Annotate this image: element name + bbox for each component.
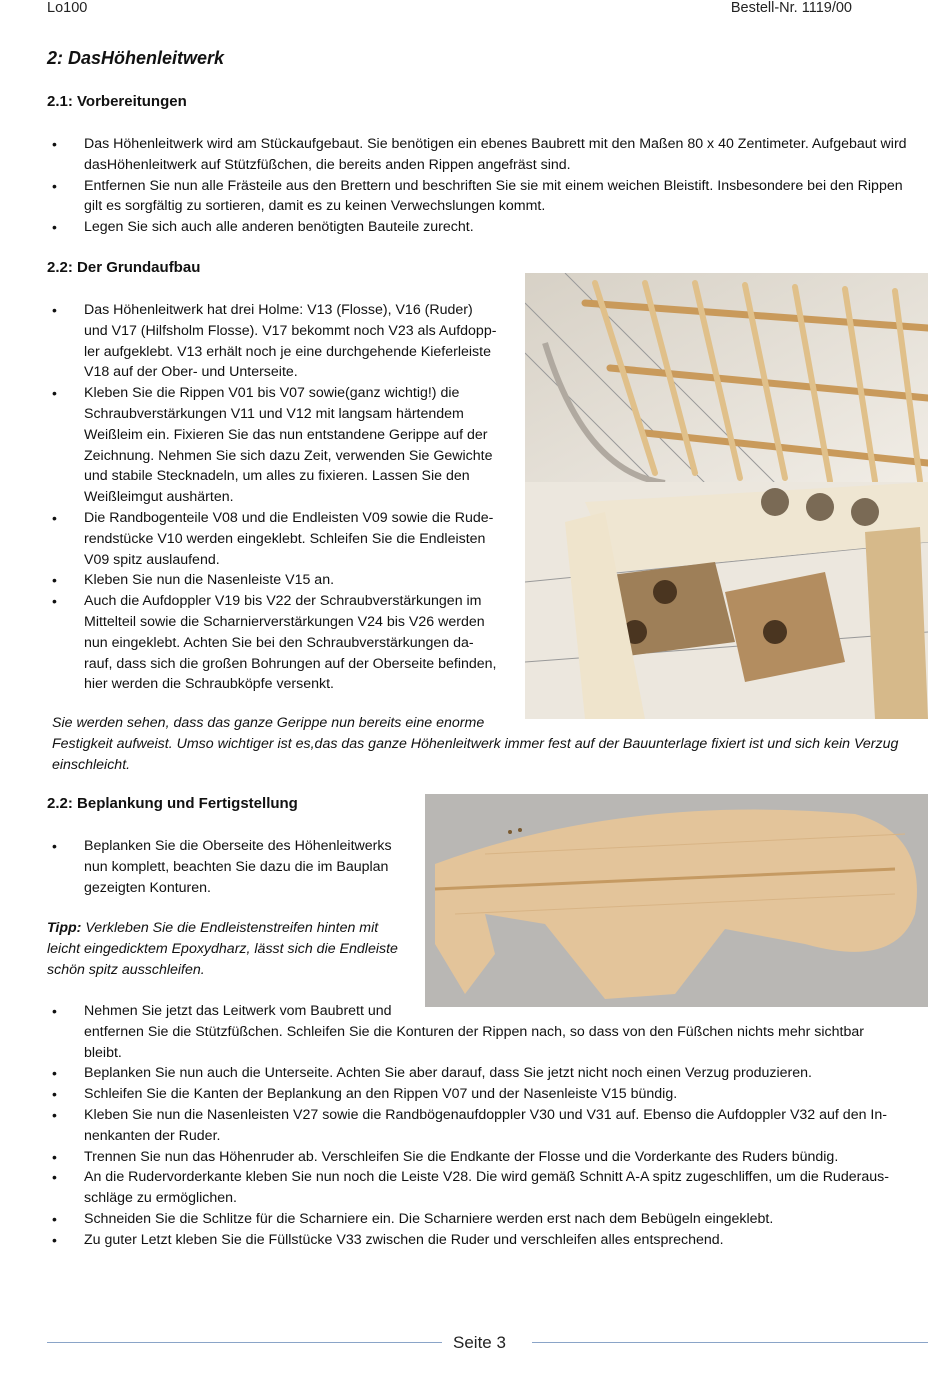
list-item (47, 1167, 922, 1209)
bullet-icon: • (52, 385, 57, 402)
finishing-list (47, 1001, 922, 1251)
list-item (47, 1105, 922, 1147)
header-right: Bestell-Nr. 1119/00 (730, 0, 852, 16)
list-item-line: gilt es sorgfältig zu sortieren, damit es zu keinen Verwechslungen kommt. (84, 198, 546, 215)
list-item (47, 217, 937, 238)
text-line: Festigkeit aufweist. Umso wichtiger ist es,das das ganze Höhenleitwerk immer fest auf der Bauunterlage fixiert ist und sich kein Verzug (52, 735, 899, 752)
header-left: Lo100 (47, 0, 88, 16)
list-item-line: nun komplett, beachten Sie dazu die im Bauplan (84, 858, 389, 875)
preparation-list (47, 134, 937, 238)
list-item-line: Kleben Sie nun die Nasenleiste V15 an. (84, 572, 335, 589)
list-item (47, 134, 937, 176)
list-item (47, 1209, 922, 1230)
bullet-icon: • (52, 1086, 57, 1103)
list-item (47, 508, 527, 570)
page-number: Seite 3 (453, 1333, 506, 1352)
subsection-title-basic-build: 2.2: Der Grundaufbau (47, 259, 201, 276)
list-item-line: und stabile Stecknadeln, um alles zu fixieren. Lassen Sie den (84, 468, 470, 485)
bullet-icon: • (52, 1065, 57, 1082)
list-item-line: nenkanten der Ruder. (84, 1127, 221, 1144)
list-item-line: V18 auf der Ober- und Unterseite. (84, 364, 298, 381)
bullet-icon: • (52, 1169, 57, 1186)
text-line: leicht eingedicktem Epoxydharz, lässt sich die Endleiste (47, 940, 398, 957)
basic-build-list (47, 300, 527, 695)
list-item-line: rendstücke V10 werden eingeklebt. Schleifen Sie die Endleisten (84, 530, 486, 547)
list-item-line: Legen Sie sich auch alle anderen benötigten Bauteile zurecht. (84, 219, 474, 236)
list-item (47, 1063, 922, 1084)
list-item (47, 300, 527, 383)
bullet-icon: • (52, 593, 57, 610)
list-item-line: Schneiden Sie die Schlitze für die Scharniere ein. Die Scharniere werden erst nach dem Bebügeln eingeklebt. (84, 1210, 774, 1227)
tip-paragraph (47, 918, 427, 980)
list-item-line: Das Höhenleitwerk hat drei Holme: V13 (Flosse), V16 (Ruder) (84, 302, 473, 318)
list-item-line: Das Höhenleitwerk wird am Stückaufgebaut. Sie benötigen ein ebenes Baubrett mit den Maßen 80 x 40 Zentimeter. Aufgebaut wird (84, 136, 907, 152)
tip-label: Tipp: (47, 920, 82, 936)
list-item-line: Schraubverstärkungen V11 und V12 mit langsam härtendem (84, 405, 464, 422)
bullet-icon: • (52, 1231, 57, 1248)
list-item-line: V09 spitz auslaufend. (84, 551, 220, 568)
bullet-icon: • (52, 219, 57, 236)
photo-screw-reinforcements (525, 482, 928, 719)
list-item (47, 591, 527, 695)
list-item-line: Weißleimgut aushärten. (84, 489, 234, 506)
list-item-line: Nehmen Sie jetzt das Leitwerk vom Baubrett und (84, 1003, 392, 1019)
list-item-line: Trennen Sie nun das Höhenruder ab. Verschleifen Sie die Endkante der Flosse und die Vorderkante des Ruders bündig. (84, 1148, 839, 1165)
list-item (47, 1084, 922, 1105)
subsection-title-preparations: 2.1: Vorbereitungen (47, 93, 187, 110)
list-item-line: gezeigten Konturen. (84, 879, 211, 896)
bullet-icon: • (52, 572, 57, 589)
list-item-line: rauf, dass sich die großen Bohrungen auf der Oberseite befinden, (84, 655, 497, 672)
list-item-line: Beplanken Sie die Oberseite des Höhenleitwerks (84, 838, 392, 854)
list-item-line: Mittelteil sowie die Scharnierverstärkungen V24 bis V26 werden (84, 613, 485, 630)
subsection-title-planking: 2.2: Beplankung und Fertigstellung (47, 795, 298, 812)
list-item (47, 1147, 922, 1168)
list-item-line: Kleben Sie nun die Nasenleisten V27 sowie die Randbögenaufdoppler V30 und V31 auf. Ebenso die Aufdoppler V32 auf den In- (84, 1106, 887, 1123)
list-item-line: Schleifen Sie die Kanten der Beplankung an den Rippen V07 und der Nasenleiste V15 bündig. (84, 1086, 678, 1103)
bullet-icon: • (52, 1210, 57, 1227)
bullet-icon: • (52, 136, 57, 152)
bullet-icon: • (52, 1106, 57, 1123)
list-item-line: An die Rudervorderkante kleben Sie nun noch die Leiste V28. Die wird gemäß Schnitt A-A spitz zugeschliffen, um die Ruderaus- (84, 1169, 889, 1186)
list-item-line: und V17 (Hilfsholm Flosse). V17 bekommt noch V23 als Aufdopp- (84, 322, 497, 339)
photo-planked-stabilizer (425, 794, 928, 1007)
list-item (47, 383, 527, 508)
list-item-line: hier werden die Schraubköpfe versenkt. (84, 676, 334, 693)
photo-rib-framework (525, 273, 928, 483)
list-item-line: schläge zu ermöglichen. (84, 1190, 237, 1207)
planking-list-top (47, 836, 427, 898)
list-item-line: Auch die Aufdoppler V19 bis V22 der Schraubverstärkungen im (84, 593, 482, 610)
list-item-line: dasHöhenleitwerk auf Stützfüßchen, die bereits anden Rippen angefräst sind. (84, 156, 571, 173)
list-item-line: nun eingeklebt. Achten Sie bei den Schraubverstärkungen da- (84, 634, 474, 651)
list-item-line: Weißleim ein. Fixieren Sie das nun entstandene Gerippe auf der (84, 426, 488, 443)
footer-line-left (47, 1342, 442, 1343)
section-title: 2: DasHöhenleitwerk (47, 48, 225, 68)
footer-line-right (532, 1342, 928, 1343)
bullet-icon: • (52, 1003, 57, 1019)
tip-text (47, 920, 398, 978)
framework-note (52, 713, 932, 775)
bullet-icon: • (52, 1148, 57, 1165)
bullet-icon: • (52, 302, 57, 318)
list-item (47, 836, 427, 898)
bullet-icon: • (52, 177, 57, 194)
list-item-line: entfernen Sie die Stützfüßchen. Schleifen Sie die Konturen der Rippen nach, so dass von den Füßchen nichts mehr sichtbar (84, 1023, 864, 1040)
bullet-icon: • (52, 838, 57, 854)
list-item-line: ler aufgeklebt. V13 erhält noch je eine durchgehende Kieferleiste (84, 343, 491, 360)
bullet-icon: • (52, 509, 57, 526)
list-item-line: Entfernen Sie nun alle Frästeile aus den Brettern und beschriften Sie sie mit einem weichen Bleistift. Insbesondere bei den Rippen (84, 177, 903, 194)
list-item-line: Kleben Sie die Rippen V01 bis V07 sowie(ganz wichtig!) die (84, 385, 460, 402)
text-line: Verkleben Sie die Endleistenstreifen hinten mit (81, 920, 379, 936)
list-item-line: Zeichnung. Nehmen Sie sich dazu Zeit, verwenden Sie Gewichte (84, 447, 493, 464)
list-item-line: Zu guter Letzt kleben Sie die Füllstücke V33 zwischen die Ruder und verschleifen alles entsprechend. (84, 1231, 724, 1248)
list-item-line: Beplanken Sie nun auch die Unterseite. Achten Sie aber darauf, dass Sie jetzt nicht noch einen Verzug produzieren. (84, 1065, 812, 1082)
list-item (47, 570, 527, 591)
list-item (47, 1230, 922, 1251)
list-item (47, 176, 937, 218)
text-line: schön spitz ausschleifen. (47, 961, 205, 978)
list-item (47, 1001, 922, 1063)
list-item-line: Die Randbogenteile V08 und die Endleisten V09 sowie die Rude- (84, 509, 494, 526)
text-line: einschleicht. (52, 756, 131, 773)
text-line: Sie werden sehen, dass das ganze Gerippe nun bereits eine enorme (52, 715, 485, 731)
list-item-line: bleibt. (84, 1044, 122, 1061)
